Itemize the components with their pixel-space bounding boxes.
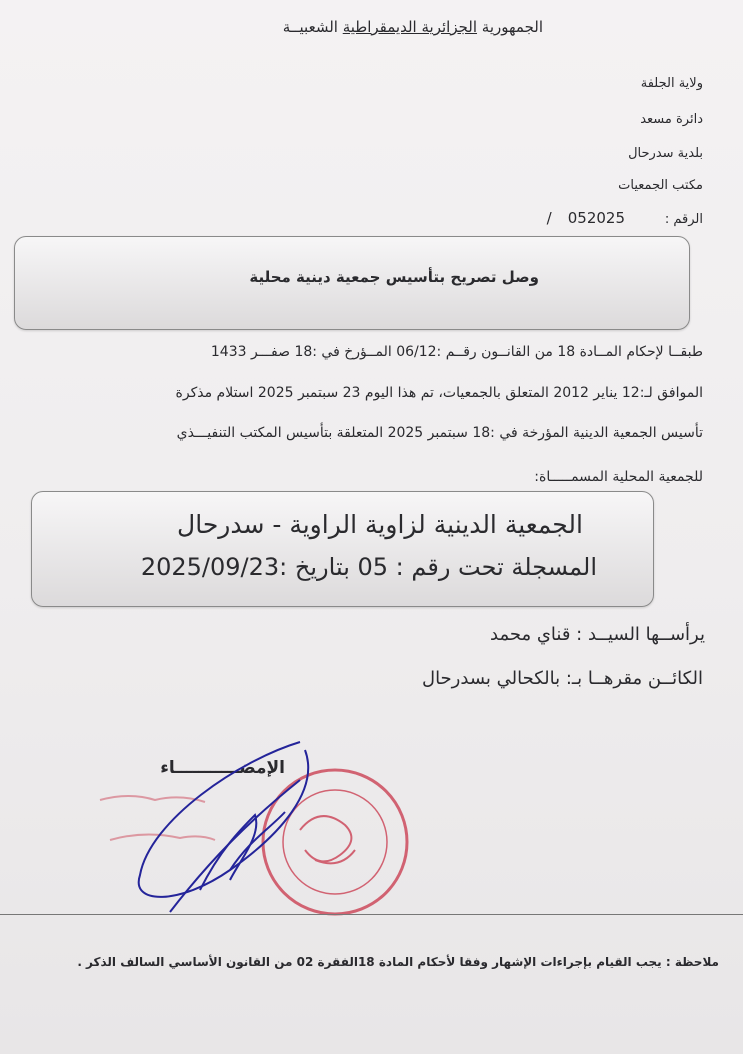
handwritten-signature: [139, 742, 308, 912]
daira-line: دائرة مسعد: [640, 112, 703, 127]
signature-label: الإمضـــــــــــاء: [160, 758, 285, 778]
association-registration: المسجلة تحت رقم : 05 بتاريخ :2025/09/23: [140, 553, 597, 581]
seat-line: الكائــن مقرهــا بـ: بالكحالي بسدرحال: [421, 668, 703, 689]
office-line: مكتب الجمعيات: [618, 178, 703, 193]
document-title: وصل تصريح بتأسيس جمعية دينية محلية: [249, 268, 539, 286]
president-line: يرأســها السيــد : قناي محمد: [490, 624, 705, 645]
wilaya-line: ولاية الجلفة: [640, 76, 703, 91]
reference-number: 052025/: [546, 209, 625, 227]
body-line-1: طبقــا لإحكام المــادة 18 من القانــون رقــم :06/12 المــؤرخ في :18 صفـــر 1433: [210, 344, 703, 360]
commune-line: بلدية سدرحال: [628, 146, 703, 161]
footer-divider: [0, 914, 743, 915]
association-name: الجمعية الدينية لزاوية الراوية - سدرحال: [177, 510, 583, 539]
body-line-2: الموافق لـ:12 يناير 2012 المتعلق بالجمعيات، تم هذا اليوم 23 سبتمبر 2025 استلام مذكرة: [175, 385, 703, 401]
footer-note: ملاحظة : يجب القيام بإجراءات الإشهار وفقا لأحكام المادة 18الفقرة 02 من القانون الأساسي السالف الذكر .: [77, 955, 719, 969]
body-line-3: تأسيس الجمعية الدينية المؤرخة في :18 سبتمبر 2025 المتعلقة بتأسيس المكتب التنفيـــذي: [176, 425, 703, 441]
body-line-4: للجمعية المحلية المسمـــــاة:: [534, 469, 703, 485]
republic-header: الجمهورية الجزائرية الديمقراطية الشعبيــة: [282, 18, 543, 36]
reference-label: الرقم :: [664, 212, 703, 227]
